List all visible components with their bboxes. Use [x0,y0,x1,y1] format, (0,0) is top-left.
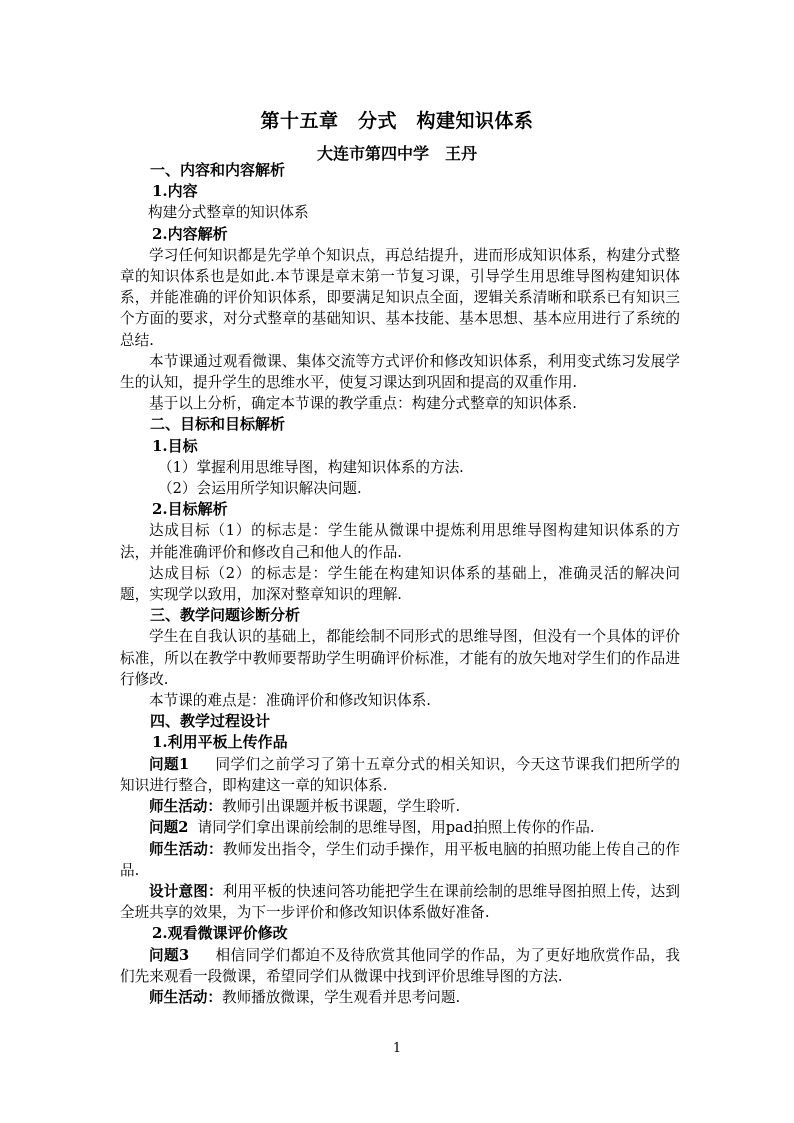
section-heading-2: 二、目标和目标解析 [150,415,286,434]
activity-label: 师生活动： [149,988,222,1006]
subheading-goals: 1.目标 [152,436,198,455]
subheading-microlesson: 2.观看微课评价修改 [152,924,288,943]
question-text: 请同学们拿出课前绘制的思维导图，用pad拍照上传你的作品. [197,819,595,837]
document-author: 大连市第四中学 王丹 [316,144,477,163]
question-paragraph [120,945,680,987]
question-label: 问题1 [149,755,190,773]
paragraph: 达成目标（1）的标志是：学生能从微课中提炼利用思维导图构建知识体系的方法，并能准确评价和修改自己和他人的作品. [120,522,680,561]
section-heading-3: 三、教学问题诊断分析 [150,606,301,625]
subheading-content: 1.内容 [152,182,198,201]
paragraph: 达成目标（2）的标志是：学生能在构建知识体系的基础上，准确灵活的解决问题，实现学以致用，加深对整章知识的理解. [120,564,680,604]
activity-paragraph [120,839,680,881]
activity-text: 教师发出指令，学生们动手操作，用平板电脑的拍照功能上传自己的作品. [120,840,680,879]
document-title: 第十五章 分式 构建知识体系 [260,110,534,132]
activity-label: 师生活动： [149,840,223,858]
subheading-goal-analysis: 2.目标解析 [152,500,228,519]
paragraph: 基于以上分析，确定本节课的教学重点：构建分式整章的知识体系. [149,395,577,413]
paragraph: 本节课的难点是：准确评价和修改知识体系. [149,692,431,710]
page-number: 1 [392,1041,402,1056]
activity-label: 师生活动： [149,798,222,816]
intent-text: 利用平板的快速问答功能把学生在课前绘制的思维导图拍照上传，达到全班共享的效果，为下一步评价和修改知识体系做好准备. [120,882,680,922]
paragraph: 本节课通过观看微课、集体交流等方式评价和修改知识体系，利用变式练习发展学生的认知，提升学生的思维水平，使复习课达到巩固和提高的双重作用. [120,352,680,392]
intent-paragraph [120,881,680,923]
intent-label: 设计意图： [149,882,223,900]
question-paragraph [120,817,680,838]
goal-item: （2）会运用所学知识解决问题. [158,480,362,498]
subheading-upload: 1.利用平板上传作品 [152,733,288,752]
goal-item: （1）掌握利用思维导图，构建知识体系的方法. [158,458,464,476]
activity-paragraph [120,796,680,817]
paragraph: 学生在自我认识的基础上，都能绘制不同形式的思维导图，但没有一个具体的评价标准，所以在教学中教师要帮助学生明确评价标准，才能有的放矢地对学生们的作品进行修改. [120,628,680,688]
activity-text: 教师播放微课，学生观看并思考问题. [221,988,461,1006]
section-heading-1: 一、内容和内容解析 [150,161,286,179]
activity-paragraph [120,987,680,1008]
question-label: 问题3 [149,946,190,964]
question-label: 问题2 [149,819,189,837]
question-paragraph [120,754,680,796]
section-heading-4: 四、教学过程设计 [150,712,271,731]
question-text: 相信同学们都迫不及待欣赏其他同学的作品，为了更好地欣赏作品，我们先来观看一段微课，希望同学们从微课中找到评价思维导图的方法. [120,946,680,985]
question-text: 同学们之前学习了第十五章分式的相关知识，今天这节课我们把所学的知识进行整合，即构建这一章的知识体系. [120,755,680,794]
paragraph: 学习任何知识都是先学单个知识点，再总结提升，进而形成知识体系，构建分式整章的知识体系也是如此.本节课是章末第一节复习课，引导学生用思维导图构建知识体系，并能准确的评价知识体系，即要满足知识点全面，逻辑关系清晰和联系已有知识三个方面的要求，对分式整章的基础知识、基本技能、基本思想、基本应用进行了系统的总结. [120,246,680,349]
activity-text: 教师引出课题并板书课题，学生聆听. [221,798,461,816]
document-body [120,160,680,1008]
subheading-content-analysis: 2.内容解析 [152,224,228,243]
content-text: 构建分式整章的知识体系 [148,204,309,222]
